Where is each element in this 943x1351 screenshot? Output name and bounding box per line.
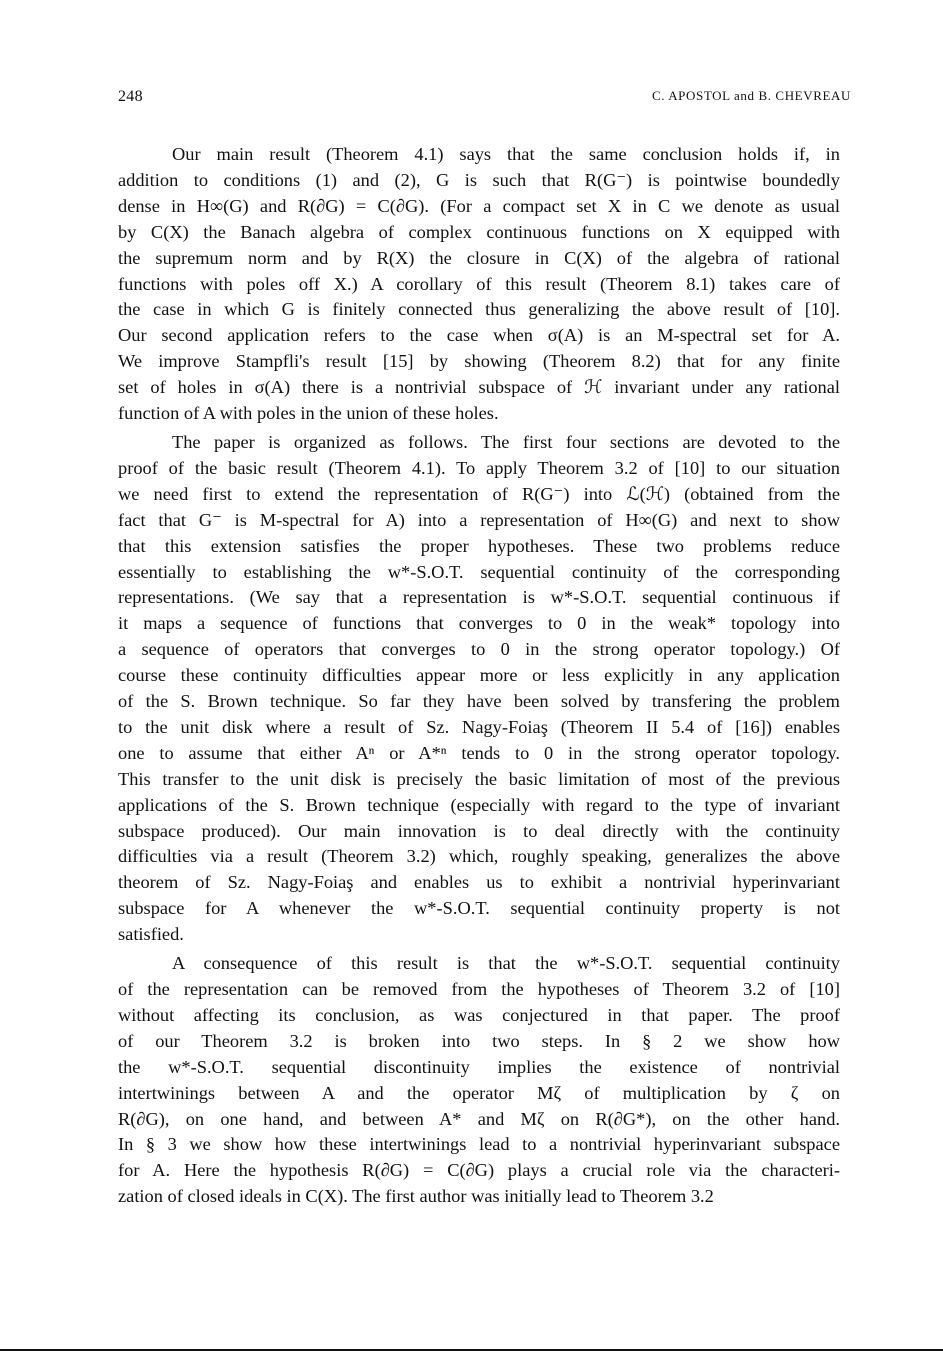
text-line: for A. Here the hypothesis R(∂G) = C(∂G) plays a crucial role via the characteri- bbox=[118, 1160, 840, 1181]
text-line: a sequence of operators that converges to 0 in the strong operator topology.) Of bbox=[118, 639, 840, 660]
text-line: one to assume that either Aⁿ or A*ⁿ tends to 0 in the strong operator topology. bbox=[118, 742, 840, 763]
text-line: R(∂G), on one hand, and between A* and Mζ on R(∂G*), on the other hand. bbox=[118, 1108, 840, 1129]
text-line: set of holes in σ(A) there is a nontrivial subspace of ℋ invariant under any rational bbox=[118, 377, 840, 398]
paragraph-1 bbox=[118, 142, 840, 427]
text-line: difficulties via a result (Theorem 3.2) which, roughly speaking, generalizes the above bbox=[118, 846, 840, 867]
text-line: we need first to extend the representation of R(G⁻) into ℒ(ℋ) (obtained from the bbox=[118, 483, 840, 504]
text-line: fact that G⁻ is M-spectral for A) into a representation of H∞(G) and next to show bbox=[118, 509, 840, 530]
text-line: dense in H∞(G) and R(∂G) = C(∂G). (For a compact set X in C we denote as usual bbox=[118, 195, 840, 216]
text-line: intertwinings between A and the operator Mζ of multiplication by ζ on bbox=[118, 1082, 840, 1103]
text-line: addition to conditions (1) and (2), G is such that R(G⁻) is pointwise boundedly bbox=[118, 169, 840, 190]
body-text bbox=[118, 142, 840, 1210]
text-line: without affecting its conclusion, as was conjectured in that paper. The proof bbox=[118, 1004, 840, 1025]
text-line: Our second application refers to the case when σ(A) is an M-spectral set for A. bbox=[118, 325, 840, 346]
text-line: This transfer to the unit disk is precisely the basic limitation of most of the previous bbox=[118, 768, 840, 789]
text-line: A consequence of this result is that the w*-S.O.T. sequential continuity bbox=[172, 953, 840, 974]
text-line: subspace produced). Our main innovation is to deal directly with the continuity bbox=[118, 820, 840, 841]
text-line: that this extension satisfies the proper hypotheses. These two problems reduce bbox=[118, 535, 840, 556]
text-line: subspace for A whenever the w*-S.O.T. sequential continuity property is not bbox=[118, 898, 840, 919]
paragraph-2 bbox=[118, 430, 840, 948]
text-line: theorem of Sz. Nagy-Foiaş and enables us to exhibit a nontrivial hyperinvariant bbox=[118, 872, 840, 893]
text-line: the supremum norm and by R(X) the closure in C(X) of the algebra of rational bbox=[118, 247, 840, 268]
text-line: In § 3 we show how these intertwinings lead to a nontrivial hyperinvariant subspace bbox=[118, 1134, 840, 1155]
text-line: of the representation can be removed from the hypotheses of Theorem 3.2 of [10] bbox=[118, 979, 840, 999]
text-line: of the S. Brown technique. So far they have been solved by transfering the problem bbox=[118, 691, 840, 712]
text-line: satisfied. bbox=[118, 924, 184, 945]
text-line: essentially to establishing the w*-S.O.T. sequential continuity of the corresponding bbox=[118, 561, 840, 582]
text-line: it maps a sequence of functions that converges to 0 in the weak* topology into bbox=[118, 613, 840, 634]
page-number: 248 bbox=[118, 88, 143, 105]
text-line: course these continuity difficulties appear more or less explicitly in any application bbox=[118, 665, 840, 686]
text-line: Our main result (Theorem 4.1) says that the same conclusion holds if, in bbox=[172, 144, 840, 164]
text-line: the w*-S.O.T. sequential discontinuity implies the existence of nontrivial bbox=[118, 1056, 840, 1077]
text-line: The paper is organized as follows. The first four sections are devoted to the bbox=[172, 431, 840, 452]
text-line: function of A with poles in the union of these holes. bbox=[118, 403, 499, 424]
text-line: of our Theorem 3.2 is broken into two steps. In § 2 we show how bbox=[118, 1030, 840, 1051]
text-line: functions with poles off X.) A corollary of this result (Theorem 8.1) takes care of bbox=[118, 273, 840, 294]
text-line: to the unit disk where a result of Sz. Nagy-Foiaş (Theorem II 5.4 of [16]) enables bbox=[118, 716, 840, 737]
running-head bbox=[118, 88, 851, 112]
text-line: proof of the basic result (Theorem 4.1). To apply Theorem 3.2 of [10] to our situation bbox=[118, 457, 840, 478]
text-line: We improve Stampfli's result [15] by showing (Theorem 8.2) that for any finite bbox=[118, 351, 840, 372]
text-line: representations. (We say that a representation is w*-S.O.T. sequential continuous if bbox=[118, 587, 840, 608]
paragraph-3 bbox=[118, 951, 840, 1210]
running-authors: C. APOSTOL and B. CHEVREAU bbox=[651, 88, 851, 103]
text-line: zation of closed ideals in C(X). The first author was initially lead to Theorem 3.2 bbox=[118, 1186, 714, 1207]
text-line: by C(X) the Banach algebra of complex continuous functions on X equipped with bbox=[118, 221, 840, 242]
text-line: the case in which G is finitely connected thus generalizing the above result of [10]. bbox=[118, 299, 840, 320]
text-line: applications of the S. Brown technique (especially with regard to the type of invariant bbox=[118, 794, 840, 815]
